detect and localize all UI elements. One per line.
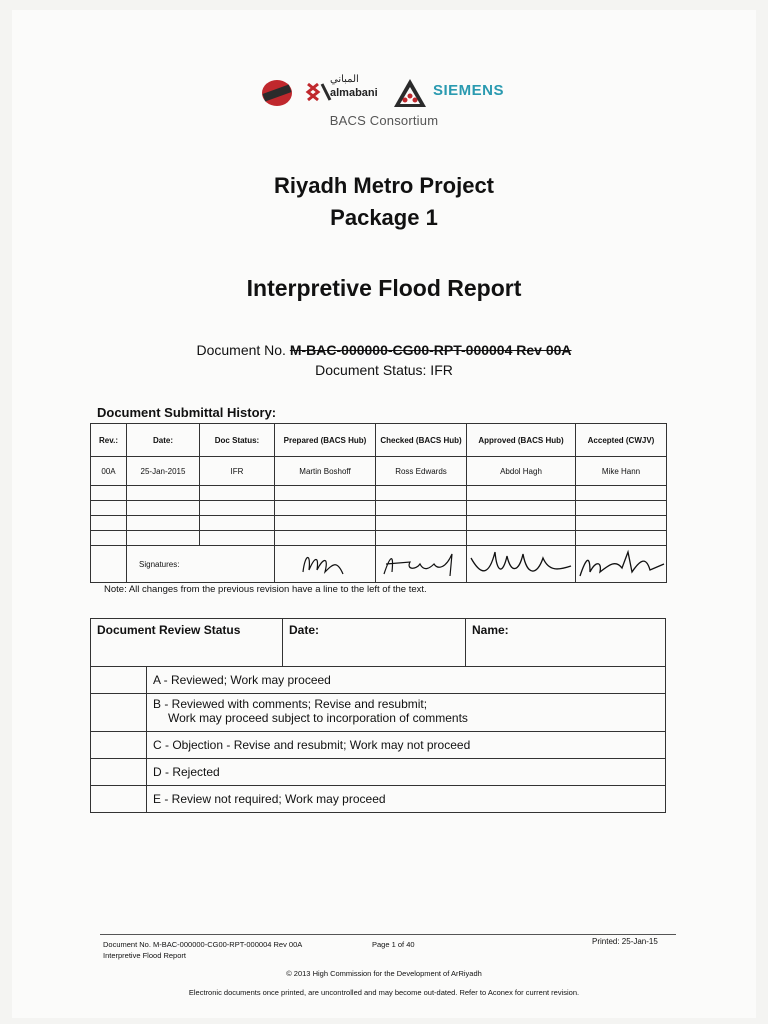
cell-doc-status: IFR — [200, 457, 275, 486]
signatures-row — [91, 546, 667, 583]
signature-checked — [376, 546, 467, 583]
submittal-history-table — [90, 423, 667, 583]
review-option-label: C - Objection - Revise and resubmit; Work may not proceed — [147, 732, 666, 759]
review-date-label: Date: — [283, 619, 466, 667]
review-option-label — [147, 694, 666, 732]
document-number-label: Document No. — [196, 342, 286, 358]
review-option-label: D - Rejected — [147, 759, 666, 786]
review-status-heading: Document Review Status — [91, 619, 283, 667]
table-row-empty — [91, 531, 667, 546]
document-number — [0, 342, 768, 358]
footer-printed-date: Printed: 25-Jan-15 — [592, 937, 658, 946]
footer-disclaimer: Electronic documents once printed, are uncontrolled and may become out-dated. Refer to Aconex for current revision. — [188, 988, 580, 997]
review-status-table — [90, 618, 666, 813]
almabani-text: almabani — [330, 87, 378, 99]
review-checkbox-c[interactable] — [91, 732, 147, 759]
review-option-a — [91, 667, 666, 694]
review-option-b-line1: B - Reviewed with comments; Revise and resubmit; — [153, 697, 428, 711]
review-checkbox-d[interactable] — [91, 759, 147, 786]
bacs-triangle-logo — [393, 78, 427, 108]
table-row — [91, 457, 667, 486]
package-title: Package 1 — [330, 205, 438, 230]
cell-accepted: Mike Hann — [576, 457, 667, 486]
cell-approved: Abdol Hagh — [467, 457, 576, 486]
project-title: Riyadh Metro Project — [273, 173, 495, 198]
signature-approved — [467, 546, 576, 583]
cell-checked: Ross Edwards — [376, 457, 467, 486]
footer-copyright: © 2013 High Commission for the Development of ArRiyadh — [286, 969, 482, 978]
signature-prepared — [275, 546, 376, 583]
col-prepared: Prepared (BACS Hub) — [275, 424, 376, 457]
review-option-label: E - Review not required; Work may proceed — [147, 786, 666, 813]
siemens-logo: SIEMENS — [433, 82, 505, 99]
table-header-row — [91, 424, 667, 457]
review-name-label: Name: — [466, 619, 666, 667]
review-option-b-line2: Work may proceed subject to incorporation of comments — [168, 711, 468, 725]
bechtel-logo — [260, 78, 294, 108]
submittal-history-heading: Document Submittal History: — [97, 405, 277, 420]
review-header-row — [91, 619, 666, 667]
col-rev: Rev.: — [91, 424, 127, 457]
table-row-empty — [91, 486, 667, 501]
document-status: Document Status: IFR — [315, 362, 453, 378]
review-checkbox-a[interactable] — [91, 667, 147, 694]
cell-date: 25-Jan-2015 — [127, 457, 200, 486]
footer-document-number: Document No. M-BAC-000000-CG00-RPT-000004 Rev 00A — [103, 940, 303, 949]
footer-divider — [100, 934, 676, 935]
almabani-arabic-text: المباني — [330, 74, 359, 85]
review-option-e — [91, 786, 666, 813]
col-approved: Approved (BACS Hub) — [467, 424, 576, 457]
consortium-label: BACS Consortium — [329, 113, 439, 128]
review-option-b — [91, 694, 666, 732]
col-accepted: Accepted (CWJV) — [576, 424, 667, 457]
review-option-d — [91, 759, 666, 786]
col-doc-status: Doc Status: — [200, 424, 275, 457]
cell-prepared: Martin Boshoff — [275, 457, 376, 486]
logo-bar — [0, 76, 768, 110]
review-checkbox-e[interactable] — [91, 786, 147, 813]
cell-rev: 00A — [91, 457, 127, 486]
footer-title: Interpretive Flood Report — [103, 951, 186, 960]
table-row-empty — [91, 501, 667, 516]
signature-accepted — [576, 546, 667, 583]
review-checkbox-b[interactable] — [91, 694, 147, 732]
revision-note: Note: All changes from the previous revision have a line to the left of the text. — [104, 584, 427, 595]
col-date: Date: — [127, 424, 200, 457]
table-row-empty — [91, 516, 667, 531]
report-title: Interpretive Flood Report — [246, 275, 522, 301]
review-option-c — [91, 732, 666, 759]
signatures-label: Signatures: — [127, 546, 275, 583]
document-number-value: M-BAC-000000-CG00-RPT-000004 Rev 00A — [289, 342, 572, 358]
footer-page-number: Page 1 of 40 — [372, 940, 415, 949]
col-checked: Checked (BACS Hub) — [376, 424, 467, 457]
review-option-label: A - Reviewed; Work may proceed — [147, 667, 666, 694]
